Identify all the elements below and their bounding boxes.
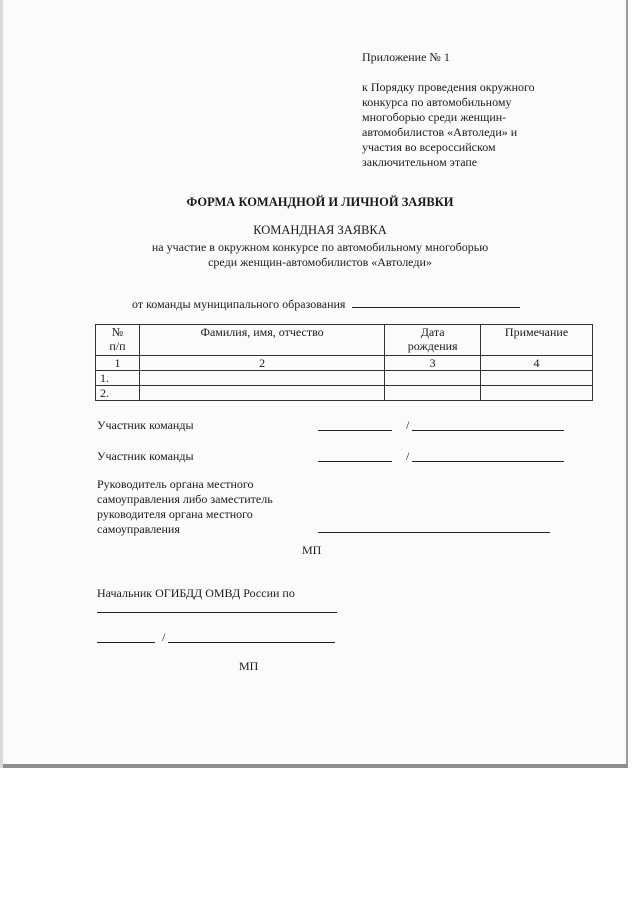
header-date-line1: Дата	[420, 325, 445, 339]
from-team-row	[132, 296, 520, 312]
team-member-1-label: Участник команды	[97, 418, 194, 432]
team-member-2-label: Участник команды	[97, 449, 194, 463]
note-cell[interactable]	[481, 371, 593, 386]
table-row	[96, 371, 593, 386]
local-head-line: самоуправления либо заместитель	[97, 492, 273, 506]
purpose-line-1: на участие в окружном конкурсе по автомобильному многоборью	[151, 240, 489, 254]
header-birth-date	[385, 325, 481, 356]
team-roster-table	[95, 324, 593, 401]
from-team-label: от команды муниципального образования	[132, 297, 346, 311]
appendix-line: к Порядку проведения окружного	[362, 80, 535, 94]
stamp-place-2: МП	[239, 659, 259, 673]
note-cell[interactable]	[481, 386, 593, 401]
column-number: 1	[96, 356, 140, 371]
header-number	[96, 325, 140, 356]
appendix-line: многоборью среди женщин-	[362, 110, 507, 124]
header-number-line2: п/п	[109, 339, 126, 353]
traffic-police-department-field[interactable]	[97, 612, 337, 613]
header-full-name: Фамилия, имя, отчество	[139, 325, 384, 356]
local-head-line: самоуправления	[97, 522, 180, 536]
appendix-line: участия во всероссийском	[362, 140, 496, 154]
local-head-signature-field[interactable]	[318, 532, 550, 533]
header-date-line2: рождения	[407, 339, 458, 353]
stamp-place-1: МП	[302, 543, 322, 557]
team-member-1-signature-field[interactable]	[318, 430, 392, 431]
column-number-row	[96, 356, 593, 371]
team-member-1-name-field[interactable]	[412, 430, 564, 431]
name-cell[interactable]	[139, 386, 384, 401]
row-number: 2.	[96, 386, 140, 401]
team-member-2-signature-field[interactable]	[318, 461, 392, 462]
team-member-1-slash: /	[406, 418, 410, 432]
row-number: 1.	[96, 371, 140, 386]
column-number: 4	[481, 356, 593, 371]
appendix-line: заключительном этапе	[362, 155, 478, 169]
name-cell[interactable]	[139, 371, 384, 386]
appendix-description	[362, 80, 592, 170]
page-scan-edge	[0, 0, 3, 768]
team-member-2-slash: /	[406, 449, 410, 463]
appendix-line: автомобилистов «Автоледи» и	[362, 125, 518, 139]
form-title: ФОРМА КОМАНДНОЙ И ЛИЧНОЙ ЗАЯВКИ	[186, 195, 454, 209]
local-government-head-label	[97, 477, 327, 537]
team-application-heading: КОМАНДНАЯ ЗАЯВКА	[253, 223, 387, 237]
chief-name-field[interactable]	[168, 642, 335, 643]
chief-signature-field[interactable]	[97, 642, 155, 643]
birth-date-cell[interactable]	[385, 386, 481, 401]
local-head-line: Руководитель органа местного	[97, 477, 254, 491]
local-head-line: руководителя органа местного	[97, 507, 253, 521]
team-member-2-name-field[interactable]	[412, 461, 564, 462]
municipality-blank-field[interactable]	[352, 296, 520, 308]
table-row	[96, 386, 593, 401]
appendix-line: конкурса по автомобильному	[362, 95, 512, 109]
header-number-line1: №	[111, 325, 124, 339]
chief-slash: /	[162, 630, 166, 644]
header-note: Примечание	[481, 325, 593, 356]
column-number: 3	[385, 356, 481, 371]
appendix-title: Приложение № 1	[362, 50, 450, 64]
traffic-police-chief-label: Начальник ОГИБДД ОМВД России по	[97, 586, 295, 600]
table-header-row	[96, 325, 593, 356]
column-number: 2	[139, 356, 384, 371]
birth-date-cell[interactable]	[385, 371, 481, 386]
purpose-line-2: среди женщин-автомобилистов «Автоледи»	[208, 255, 432, 269]
